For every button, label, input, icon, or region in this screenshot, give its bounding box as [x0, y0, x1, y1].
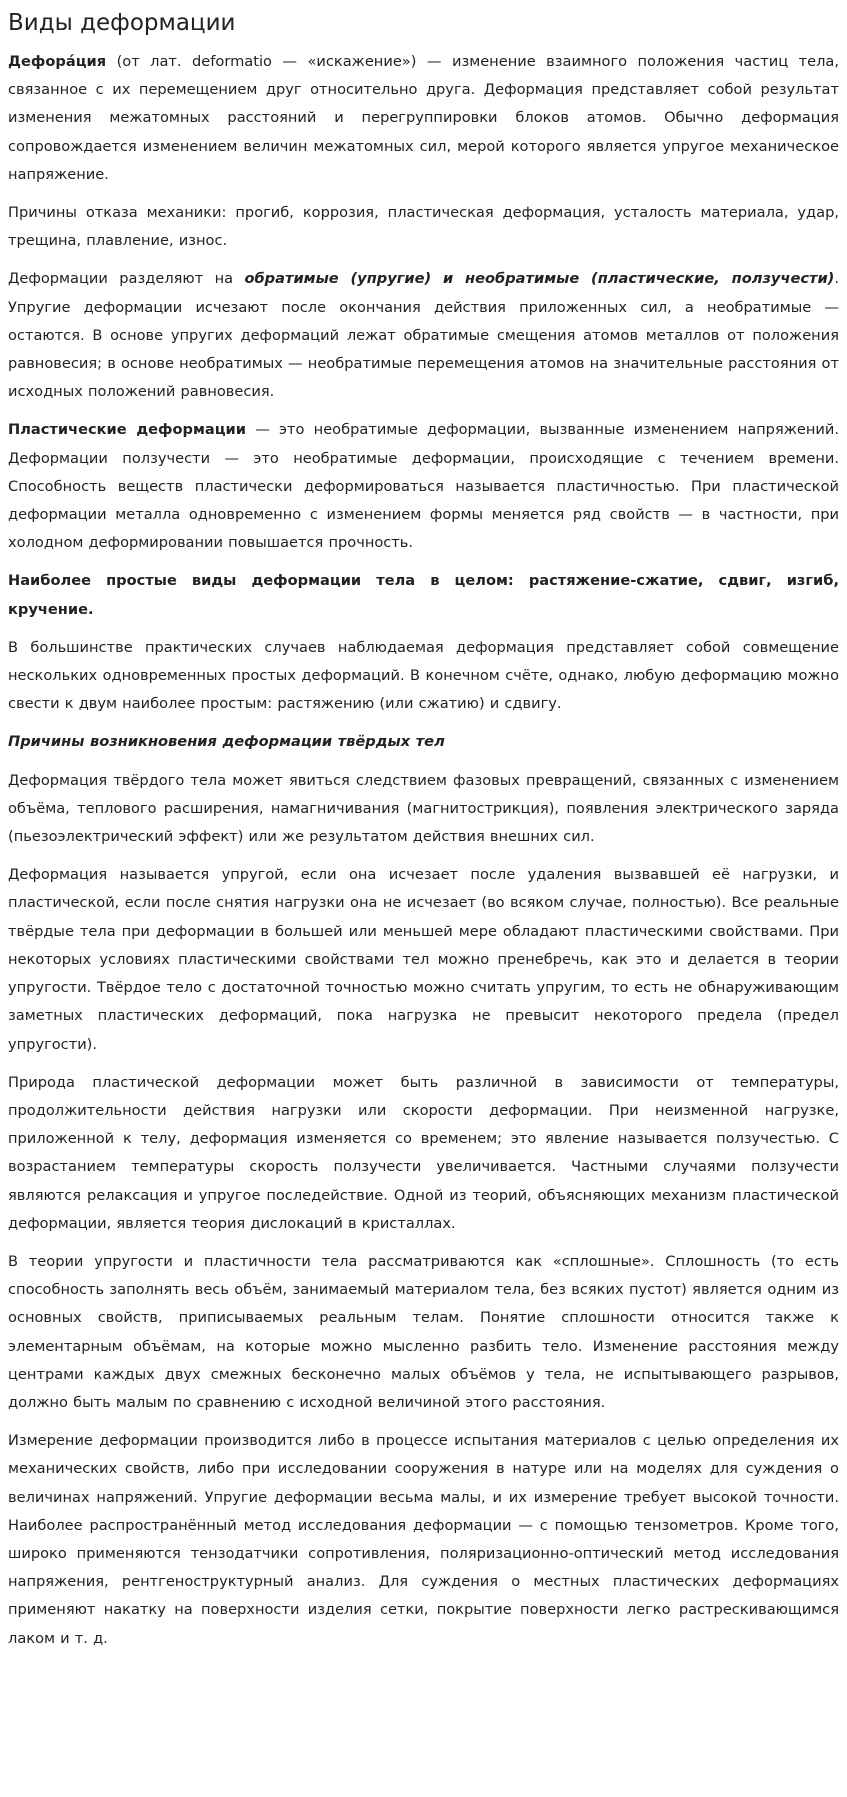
paragraph-types	[8, 265, 839, 406]
paragraph-plastic	[8, 416, 839, 557]
paragraph-solid-causes: Деформация твёрдого тела может явиться следствием фазовых превращений, связанных с изменением объёма, теплового расширения, намагничивания (магнитострикция), появления электрического заряда (пьезоэлектрический эффект) или же результатом действия внешних сил.	[8, 771, 839, 846]
paragraph-combination: В большинстве практических случаев наблюдаемая деформация представляет собой совмещение нескольких одновременных простых деформаций. В конечном счёте, однако, любую деформацию можно свести к двум наиболее простым: растяжению (или сжатию) и сдвигу.	[8, 638, 839, 713]
paragraph-measurement: Измерение деформации производится либо в процессе испытания материалов с целью определения их механических свойств, либо при исследовании сооружения в натуре или на моделях для суждения о величинах напряжений. Упругие деформации весьма малы, и их измерение требует высокой точности. Наиболее распространённый метод исследования деформации — с помощью тензометров. Кроме того, широко применяются тензодатчики сопротивления, поляризационно-оптический метод исследования напряжения, рентгеноструктурный анализ. Для суждения о местных пластических деформациях применяют накатку на поверхности изделия сетки, покрытие поверхности легко растрескивающимся лаком и т. д.	[8, 1432, 839, 1647]
section-heading-causes: Причины возникновения деформации твёрдых тел	[8, 733, 445, 751]
paragraph-failure-causes: Причины отказа механики: прогиб, коррозия, пластическая деформация, усталость материала, удар, трещина, плавление, износ.	[8, 204, 839, 250]
term-deformation: Дефорáция	[8, 53, 107, 70]
plastic-text: — это необратимые деформации, вызванные изменением напряжений. Деформации ползучести — это необратимые деформации, происходящие с течением времени. Способность веществ пластически деформироваться называется пластичностью. При пластической деформации металла одновременно с изменением формы меняется ряд свойств — в частности, при холодном деформировании повышается прочность.	[8, 421, 839, 552]
definition-text: (от лат. deformatio — «искажение») — изменение взаимного положения частиц тела, связанное с их перемещением друг относительно друга. Деформация представляет собой результат изменения межатомных расстояний и перегруппировки блоков атомов. Обычно деформация сопровождается изменением величин межатомных сил, мерой которого является упругое механическое напряжение.	[8, 53, 839, 183]
paragraph-elastic-plastic: Деформация называется упругой, если она исчезает после удаления вызвавшей её нагрузки, и пластической, если после снятия нагрузки она не исчезает (во всяком случае, полностью). Все реальные твёрдые тела при деформации в большей или меньшей мере обладают пластическими свойствами. При некоторых условиях пластическими свойствами тел можно пренебречь, как это и делается в теории упругости. Твёрдое тело с достаточной точностью можно считать упругим, то есть не обнаруживающим заметных пластических деформаций, пока нагрузка не превысит некоторого предела (предел упругости).	[8, 866, 839, 1053]
types-lead: Деформации разделяют на	[8, 270, 245, 288]
types-text: . Упругие деформации исчезают после окончания действия приложенных сил, а необратимые — остаются. В основе упругих деформаций лежат обратимые смещения атомов металлов от положения равновесия; в основе необратимых — необратимые перемещения атомов на значительные расстояния от исходных положений равновесия.	[8, 270, 839, 401]
plastic-term: Пластические деформации	[8, 421, 247, 439]
paragraph-definition	[8, 48, 839, 189]
paragraph-continuity: В теории упругости и пластичности тела рассматриваются как «сплошные». Сплошность (то есть способность заполнять весь объём, занимаемый материалом тела, без всяких пустот) является одним из основных свойств, приписываемых реальным телам. Понятие сплошности относится также к элементарным объёмам, на которые можно мысленно разбить тело. Изменение расстояния между центрами каждых двух смежных бесконечно малых объёмов у тела, не испытывающего разрывов, должно быть малым по сравнению с исходной величиной этого расстояния.	[8, 1252, 839, 1411]
paragraph-creep: Природа пластической деформации может быть различной в зависимости от температуры, продолжительности действия нагрузки или скорости деформации. При неизменной нагрузке, приложенной к телу, деформация изменяется со временем; это явление называется ползучестью. С возрастанием температуры скорость ползучести увеличивается. Частными случаями ползучести являются релаксация и упругое последействие. Одной из теорий, объясняющих механизм пластической деформации, является теория дислокаций в кристаллах.	[8, 1073, 839, 1232]
types-term: обратимые (упругие) и необратимые (пластические, ползучести)	[244, 270, 835, 288]
page-title: Виды деформации	[8, 10, 236, 36]
paragraph-simple-types: Наиболее простые виды деформации тела в целом: растяжение-сжатие, сдвиг, изгиб, кручение.	[8, 572, 839, 618]
